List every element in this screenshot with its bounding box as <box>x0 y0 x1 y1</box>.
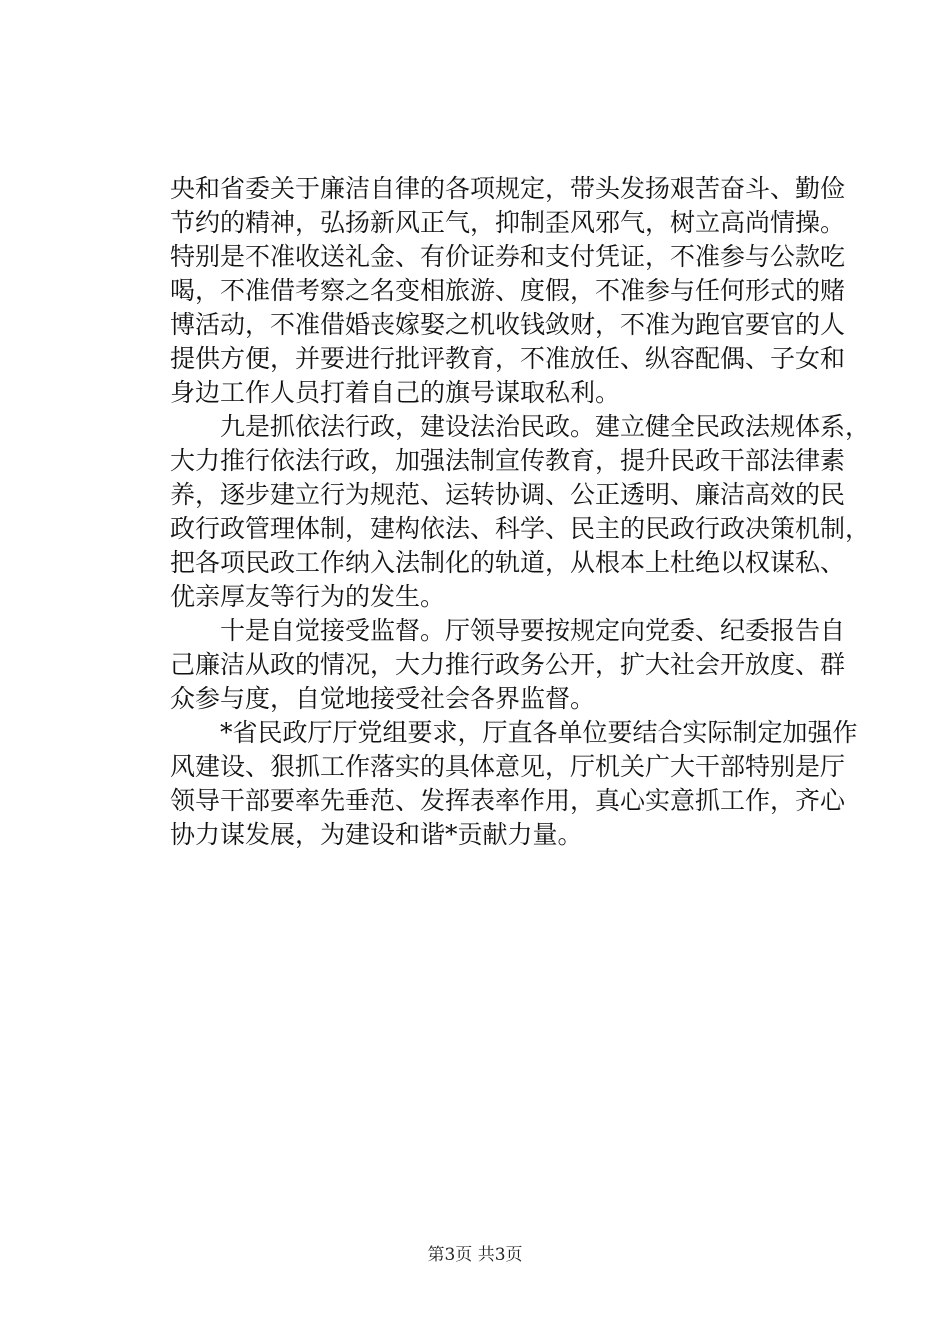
text-line: 节约的精神，弘扬新风正气，抑制歪风邪气，树立高尚情操。 <box>170 208 846 237</box>
page-number-footer: 第3页 共3页 <box>427 1245 523 1265</box>
text-line: 提供方便，并要进行批评教育，不准放任、纵容配偶、子女和 <box>170 344 846 373</box>
text-line: 养，逐步建立行为规范、运转协调、公正透明、廉洁高效的民 <box>170 480 846 509</box>
text-line: 大力推行依法行政，加强法制宣传教育，提升民政干部法律素 <box>170 446 846 475</box>
text-line: 政行政管理体制，建构依法、科学、民主的民政行政决策机制， <box>170 514 871 543</box>
text-line: 特别是不准收送礼金、有价证券和支付凭证，不准参与公款吃 <box>170 242 846 271</box>
text-line: 众参与度，自觉地接受社会各界监督。 <box>170 684 596 713</box>
text-line: 九是抓依法行政，建设法治民政。建立健全民政法规体系， <box>170 412 871 441</box>
text-line: 博活动，不准借婚丧嫁娶之机收钱敛财，不准为跑官要官的人 <box>170 310 846 339</box>
text-line: 协力谋发展，为建设和谐*贡献力量。 <box>170 820 583 849</box>
text-line: 喝，不准借考察之名变相旅游、度假，不准参与任何形式的赌 <box>170 276 846 305</box>
text-line: *省民政厅厅党组要求，厅直各单位要结合实际制定加强作 <box>170 718 858 747</box>
text-line: 把各项民政工作纳入法制化的轨道，从根本上杜绝以权谋私、 <box>170 548 846 577</box>
text-line: 领导干部要率先垂范、发挥表率作用，真心实意抓工作，齐心 <box>170 786 846 815</box>
text-line: 十是自觉接受监督。厅领导要按规定向党委、纪委报告自 <box>170 616 846 645</box>
text-line: 央和省委关于廉洁自律的各项规定，带头发扬艰苦奋斗、勤俭 <box>170 174 846 203</box>
text-line: 身边工作人员打着自己的旗号谋取私利。 <box>170 378 621 407</box>
document-body <box>170 172 871 852</box>
text-line: 优亲厚友等行为的发生。 <box>170 582 446 611</box>
text-line: 风建设、狠抓工作落实的具体意见，厅机关广大干部特别是厅 <box>170 752 846 781</box>
text-line: 己廉洁从政的情况，大力推行政务公开，扩大社会开放度、群 <box>170 650 846 679</box>
